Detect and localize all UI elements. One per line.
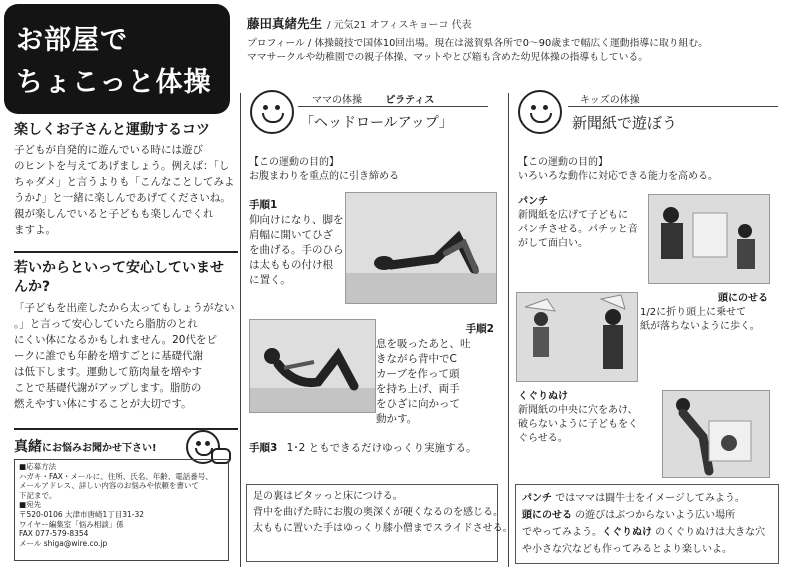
photo-kuguri — [662, 390, 770, 478]
consult-line: ワイヤー編集室「悩み相談」係 — [19, 519, 124, 529]
divider — [568, 106, 778, 107]
smiley-face-icon — [518, 90, 562, 134]
summary-highlight: パンチ — [522, 493, 552, 504]
step-head: 手順3 — [249, 442, 278, 454]
section-heading: 楽しくお子さんと運動するコツ — [14, 122, 210, 138]
punch-illustration — [649, 195, 769, 283]
consult-subtitle: にお悩みお聞かせ下さい! — [42, 443, 157, 454]
text-line: ますよ。 — [14, 224, 56, 236]
consult-line: ■応募方法 — [19, 462, 57, 471]
step-line: をひざに向かって — [376, 398, 460, 410]
step2 — [376, 322, 494, 427]
mama-purpose — [249, 156, 399, 184]
title-box — [4, 4, 230, 114]
consult-line: メール shiga@wire.co.jp — [19, 538, 108, 548]
consult-line: ■宛先 — [19, 500, 42, 510]
pilates-figure-illustration — [346, 193, 496, 303]
text-line: 子どもが自発的に遊んでいる時には遊び — [14, 144, 203, 156]
activity-line: パンチさせる。パチッと音 — [518, 224, 638, 235]
kids-label: キッズの体操 — [580, 95, 640, 106]
step3 — [249, 441, 477, 456]
step-line: カーブを作って頭 — [376, 368, 460, 380]
page-title-line1: お部屋で — [16, 25, 128, 56]
activity-line: 1/2に折り頭上に乗せて — [640, 307, 747, 318]
step-line: を持ち上げ、両手 — [376, 383, 460, 395]
section-heading: んか? — [14, 279, 51, 295]
section-body — [14, 142, 239, 238]
activity-head: くぐりぬけ — [518, 391, 568, 402]
column-divider — [508, 93, 509, 567]
mama-label-text: ママの体操 — [312, 95, 362, 106]
author-line — [247, 13, 472, 32]
kids-title: 新聞紙で遊ぼう — [572, 114, 678, 132]
smiley-face-icon — [250, 90, 294, 134]
purpose-head: 【この運動の目的】 — [249, 157, 339, 168]
pilates-figure-illustration — [250, 320, 375, 412]
summary-text: ではママは闘牛士をイメージしてみよう。 — [552, 493, 745, 504]
purpose-head: 【この運動の目的】 — [518, 157, 608, 168]
text-line: ことで基礎代謝がアップします。脂肪の — [14, 382, 202, 394]
step1 — [249, 198, 349, 288]
activity-head: パンチ — [518, 196, 548, 207]
left-column-2 — [14, 259, 239, 412]
kids-summary-box — [515, 484, 779, 564]
column-divider — [240, 93, 241, 567]
step-line: を曲げる。手のひら — [249, 244, 344, 256]
mama-label-en: ピラティス — [385, 95, 435, 106]
kuguri-block — [518, 390, 658, 446]
consult-line: 〒520-0106 大津市唐崎1丁目31-32 — [19, 509, 145, 519]
consult-line: 下記まで。 — [19, 490, 57, 500]
text-line: のヒントを与えてあげましょう。例えば：「し — [14, 160, 230, 172]
summary-text: の遊びはぶつからないよう広い場所 — [572, 510, 736, 521]
author-affiliation: / 元気21 オフィスキョーコ 代表 — [327, 20, 472, 31]
consult-title: 真緒 — [14, 439, 42, 455]
mama-notes-box — [246, 484, 513, 562]
consult-line: FAX 077-579-8354 — [19, 529, 89, 539]
summary-highlight: くぐりぬけ — [602, 527, 652, 538]
text-line: 燃えやすい体にすることが大切です。 — [14, 398, 192, 410]
section-heading: 若いからといって安心していませ — [14, 260, 224, 276]
head-block — [640, 292, 780, 334]
summary-highlight: 頭にのせる — [522, 510, 572, 521]
step-head: 手順1 — [249, 199, 278, 211]
page-title-line2: ちょこっと体操 — [16, 67, 212, 98]
step-line: に置く。 — [249, 274, 291, 286]
step-line: 肩幅に開いてひざ — [249, 229, 333, 241]
text-line: 。」と言って安心していたら脂肪のとれ — [14, 318, 198, 330]
kids-purpose — [518, 156, 718, 184]
activity-line: 紙が落ちないように歩く。 — [640, 321, 760, 332]
consult-line: ハガキ・FAX・メールに、住所、氏名、年齢、電話番号、 — [19, 471, 213, 481]
divider — [298, 106, 488, 107]
text-line: は低下します。運動して筋肉量を増やす — [14, 366, 203, 378]
section-body — [14, 300, 239, 412]
activity-line: 新聞紙を広げて子どもに — [518, 210, 628, 221]
photo-step1 — [345, 192, 497, 304]
activity-line: 破らないように子どもをく — [518, 419, 638, 430]
activity-line: がして面白い。 — [518, 238, 588, 249]
profile-line: ママサークルや幼稚園での親子体操、マットやとび箱も含めた幼児体操の指導もしている。 — [247, 52, 648, 63]
purpose-text: お腹まわりを重点的に引き締める — [249, 171, 399, 182]
mama-label — [312, 91, 434, 106]
profile-text — [247, 37, 787, 65]
step-line: 息を吸ったあと、吐 — [376, 338, 471, 350]
text-line: 親が楽しんでいると子どもも楽しんでくれ — [14, 208, 214, 220]
purpose-text: いろいろな動作に対応できる能力を高める。 — [518, 171, 718, 182]
summary-text: でやってみよう。 — [522, 527, 602, 538]
consult-box — [14, 459, 229, 561]
text-line: にくい体になるかもしれません。20代をピ — [14, 334, 217, 346]
crawl-through-illustration — [663, 391, 769, 477]
text-line: ちゃダメ」と言うよりも「こんなことしてみよ — [14, 176, 235, 188]
photo-head — [516, 292, 638, 382]
profile-line: プロフィール / 体操競技で国体10回出場。現在は滋賀県各所で0〜90歳まで幅広く運動指導に取り組む。 — [247, 38, 708, 49]
note-line: 太ももに置いた手はゆっくり膝小僧までスライドさせる。 — [253, 523, 513, 534]
summary-text: や小さな穴なども作ってみるとより楽しいよ。 — [522, 544, 732, 555]
mama-title: 「ヘッドロールアップ」 — [300, 115, 453, 131]
head-balance-illustration — [517, 293, 637, 381]
step-line: 仰向けになり、脚を — [249, 214, 344, 226]
note-line: 背中を曲げた時にお腹の奥深くが硬くなるのを感じる。 — [253, 507, 503, 518]
author-name: 藤田真緒先生 — [247, 16, 323, 31]
step-line: 動かす。 — [376, 413, 418, 425]
step-line: 1･2 ともできるだけゆっくり実施する。 — [286, 442, 477, 454]
activity-head: 頭にのせる — [718, 293, 768, 304]
note-line: 足の裏はピタッっと床につける。 — [253, 491, 403, 502]
activity-line: 新聞紙の中央に穴をあけ、 — [518, 405, 638, 416]
activity-line: ぐらせる。 — [518, 433, 568, 444]
left-column — [14, 121, 239, 238]
step-head: 手順2 — [465, 323, 494, 335]
consult-line: メールアドレス、詳しい内容のお悩みや依頼を書いて — [19, 481, 199, 491]
divider — [14, 251, 238, 253]
text-line: うか♪」と一緒に楽しんであげてくださいね。 — [14, 192, 231, 204]
text-line: ークに誰でも年齢を増すごとに基礎代謝 — [14, 350, 203, 362]
punch-block — [518, 195, 646, 251]
step-line: は太ももの付け根 — [249, 259, 333, 271]
text-line: 「子どもを出産したから太ってもしょうがない — [14, 302, 235, 314]
photo-punch — [648, 194, 770, 284]
photo-step2 — [249, 319, 376, 413]
summary-text: のくぐりぬけは大きな穴 — [652, 527, 766, 538]
step-line: きながら背中でC — [376, 353, 457, 365]
